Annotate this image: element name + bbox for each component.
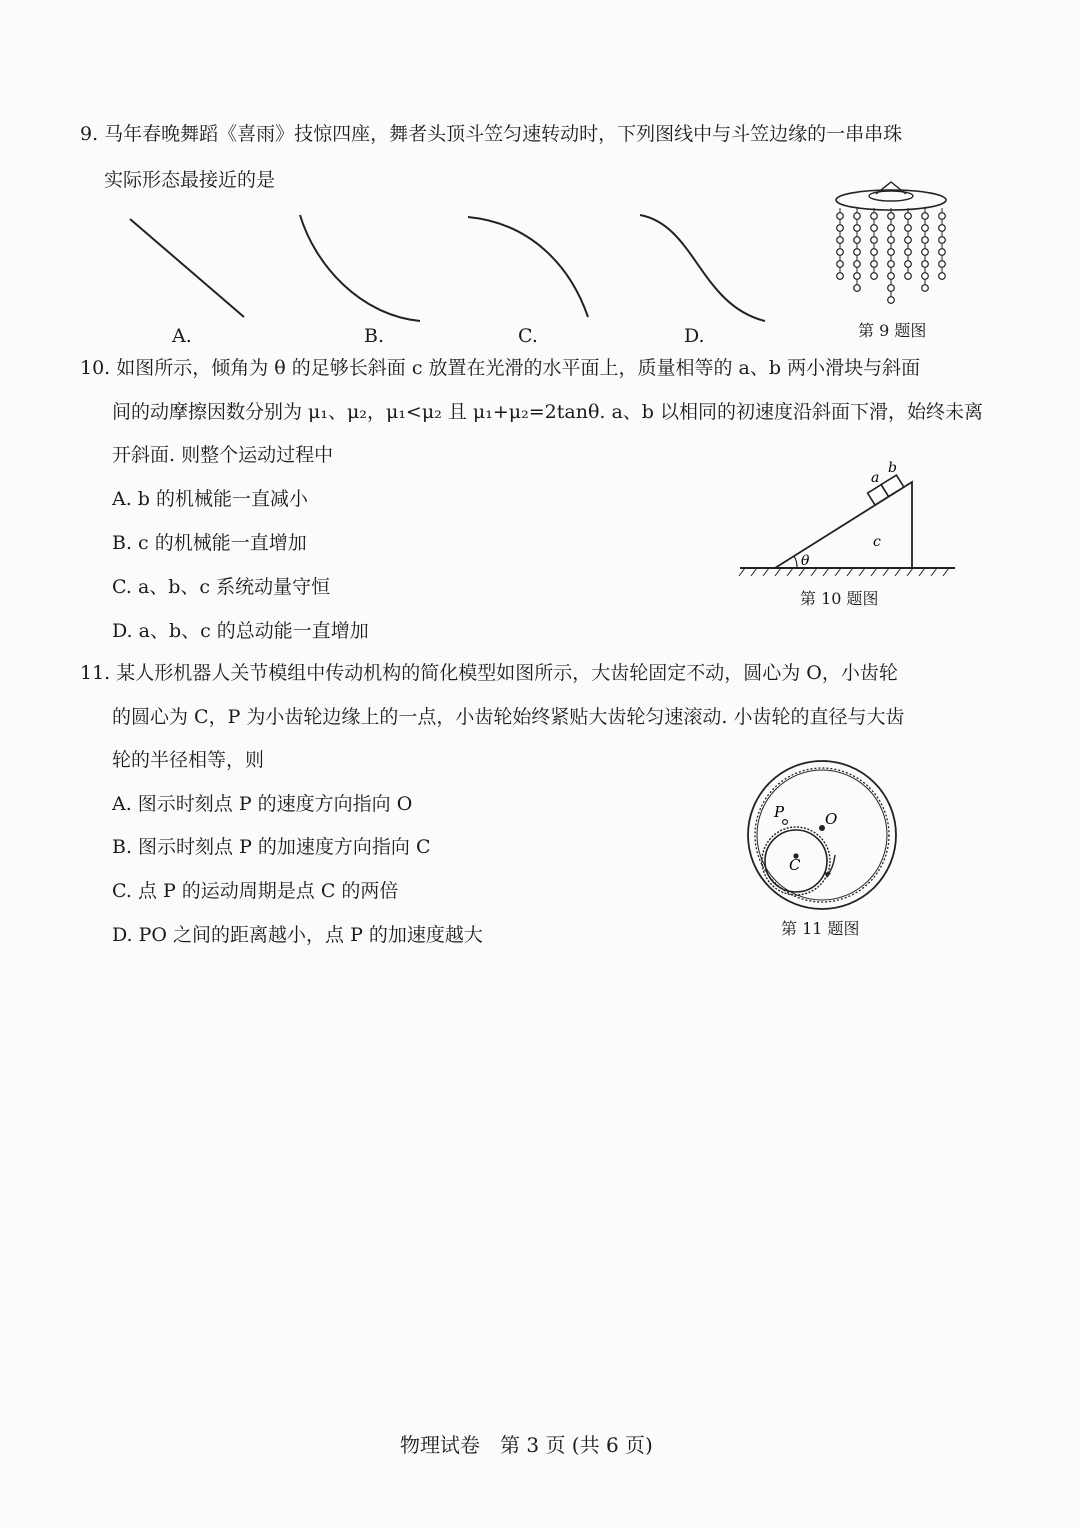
- q11-option-c: C. 点 P 的运动周期是点 C 的两倍: [112, 880, 399, 902]
- q11-stem-line3: 轮的半径相等，则: [112, 749, 265, 771]
- bead: [939, 249, 946, 256]
- q11-caption: 第 11 题图: [781, 919, 860, 938]
- bead: [939, 273, 946, 280]
- bead: [939, 261, 946, 268]
- q10-option-d: D. a、b、c 的总动能一直增加: [112, 620, 369, 642]
- bead: [905, 213, 912, 220]
- bead: [854, 261, 861, 268]
- curve-a: [130, 219, 244, 317]
- bead: [837, 225, 844, 232]
- large-gear-outer: [748, 761, 896, 909]
- q9-option-d: D.: [684, 325, 705, 347]
- bead: [837, 237, 844, 244]
- q9-option-c: C.: [518, 325, 538, 347]
- bead: [905, 237, 912, 244]
- q9-caption: 第 9 题图: [858, 321, 927, 340]
- bead: [871, 225, 878, 232]
- bead: [939, 213, 946, 220]
- q11-gear-figure: [740, 760, 900, 910]
- bead: [905, 249, 912, 256]
- curve-d: [640, 215, 765, 321]
- bead: [854, 273, 861, 280]
- bead: [871, 237, 878, 244]
- q10-stem-line2: 间的动摩擦因数分别为 μ₁、μ₂，μ₁<μ₂ 且 μ₁+μ₂=2tanθ. a、b 以相同的初速度沿斜面下滑，始终未离: [112, 401, 984, 423]
- q9-hat-figure: [826, 170, 956, 310]
- bead: [888, 237, 895, 244]
- bead: [905, 225, 912, 232]
- q10-stem-line1: 10. 如图所示，倾角为 θ 的足够长斜面 c 放置在光滑的水平面上，质量相等的 a、b 两小滑块与斜面: [80, 357, 921, 379]
- bead: [837, 273, 844, 280]
- label-theta: θ: [801, 553, 810, 569]
- bead: [888, 285, 895, 292]
- bead: [905, 273, 912, 280]
- large-gear-inner: [757, 770, 887, 900]
- bead: [871, 261, 878, 268]
- q9-option-b: B.: [364, 325, 385, 347]
- bead: [854, 225, 861, 232]
- curve-b: [300, 215, 420, 321]
- bead: [871, 213, 878, 220]
- bead: [888, 273, 895, 280]
- bead: [922, 249, 929, 256]
- q10-caption: 第 10 题图: [800, 589, 879, 608]
- label-c: c: [873, 534, 881, 550]
- bead: [837, 249, 844, 256]
- bead: [922, 225, 929, 232]
- bead: [837, 213, 844, 220]
- q10-option-a: A. b 的机械能一直减小: [112, 488, 309, 510]
- label-b: b: [888, 460, 897, 476]
- label-a: a: [871, 470, 880, 486]
- bead: [922, 213, 929, 220]
- q9-option-a: A.: [172, 325, 192, 347]
- bead: [888, 297, 895, 304]
- bead: [888, 225, 895, 232]
- bead: [854, 237, 861, 244]
- label-o: O: [825, 810, 838, 828]
- bead: [854, 285, 861, 292]
- curve-c: [468, 217, 588, 317]
- q11-stem-line1: 11. 某人形机器人关节模组中传动机构的简化模型如图所示，大齿轮固定不动，圆心为 O，小齿轮: [80, 662, 898, 684]
- page-footer: 物理试卷 第 3 页 (共 6 页): [400, 1433, 653, 1457]
- q10-option-b: B. c 的机械能一直增加: [112, 532, 307, 554]
- q10-stem-line3: 开斜面. 则整个运动过程中: [112, 444, 334, 466]
- bead: [854, 249, 861, 256]
- bead: [922, 261, 929, 268]
- q9-stem-line2: 实际形态最接近的是: [104, 169, 276, 191]
- bead: [888, 213, 895, 220]
- q11-option-d: D. PO 之间的距离越小，点 P 的加速度越大: [112, 924, 483, 946]
- bead: [922, 285, 929, 292]
- bead: [905, 261, 912, 268]
- label-p: P: [774, 803, 785, 821]
- bead: [939, 237, 946, 244]
- q10-incline-figure: [735, 452, 960, 580]
- q10-option-c: C. a、b、c 系统动量守恒: [112, 576, 331, 598]
- bead: [939, 225, 946, 232]
- bead: [837, 261, 844, 268]
- q11-stem-line2: 的圆心为 C，P 为小齿轮边缘上的一点，小齿轮始终紧贴大齿轮匀速滚动. 小齿轮的直径与大齿: [112, 706, 905, 728]
- bead: [888, 249, 895, 256]
- q11-option-b: B. 图示时刻点 P 的加速度方向指向 C: [112, 836, 431, 858]
- bead: [871, 273, 878, 280]
- bead: [871, 249, 878, 256]
- bead: [922, 237, 929, 244]
- q11-option-a: A. 图示时刻点 P 的速度方向指向 O: [112, 793, 413, 815]
- q9-curve-options: [120, 205, 780, 330]
- bead: [888, 261, 895, 268]
- bead: [922, 273, 929, 280]
- label-c: C: [789, 856, 801, 874]
- q9-stem-line1: 9. 马年春晚舞蹈《喜雨》技惊四座，舞者头顶斗笠匀速转动时，下列图线中与斗笠边缘的一串串珠: [80, 123, 903, 145]
- bead: [854, 213, 861, 220]
